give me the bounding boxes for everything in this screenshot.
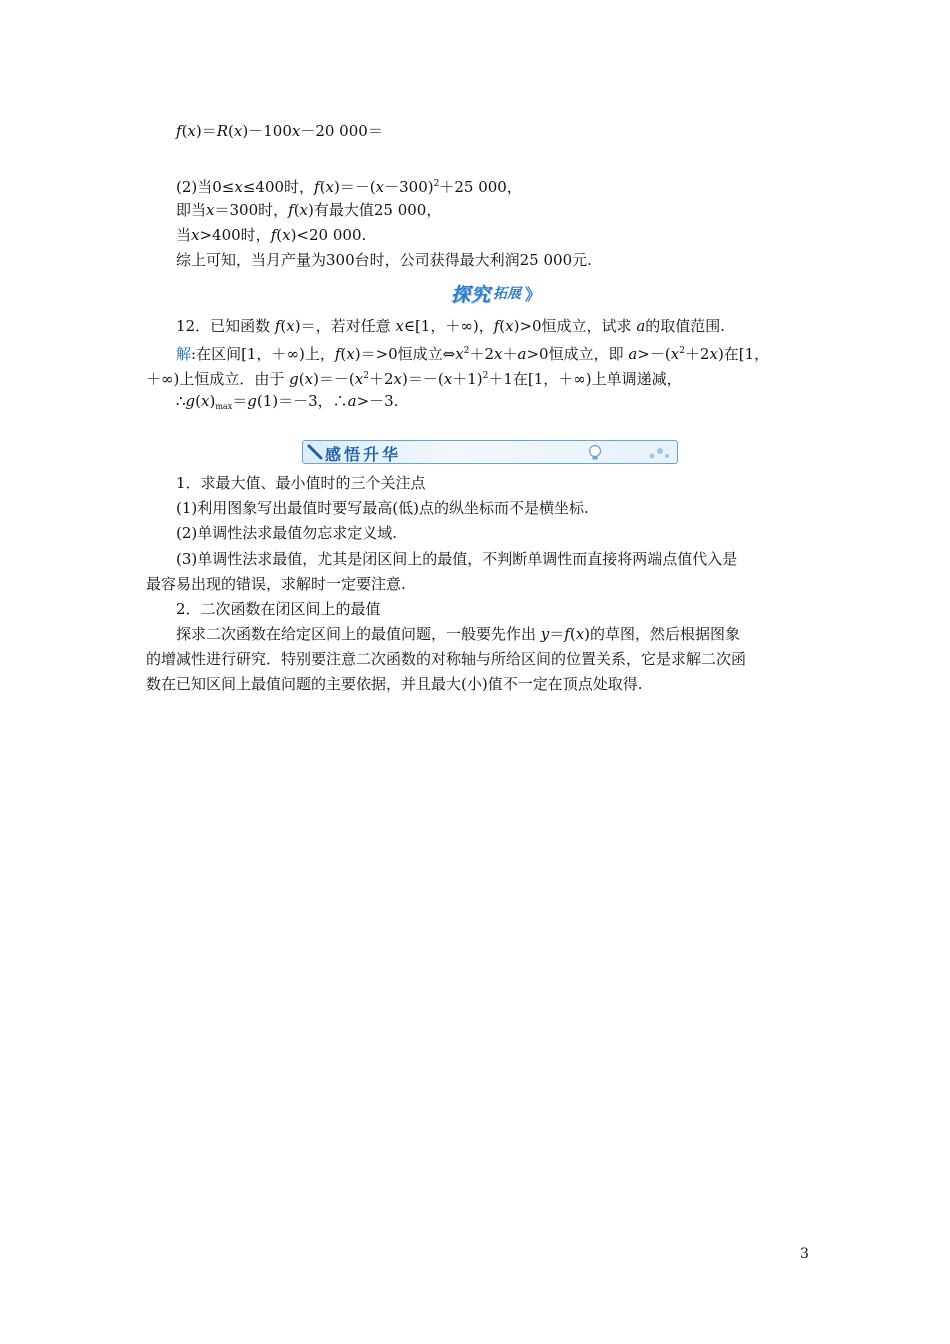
lightbulb-icon bbox=[587, 444, 603, 462]
text: x bbox=[375, 178, 385, 196]
solution-12-line-1 bbox=[176, 341, 769, 364]
solution-label: 解 bbox=[176, 345, 192, 363]
text: ( bbox=[195, 392, 202, 410]
text: ≤400时， bbox=[242, 178, 315, 196]
text: x bbox=[443, 370, 453, 388]
text: ∴ bbox=[176, 392, 186, 410]
text: ＋2 bbox=[684, 345, 710, 363]
explore-banner-subtitle: 拓展 bbox=[493, 286, 521, 302]
text: f bbox=[314, 178, 320, 196]
insight-banner bbox=[302, 440, 678, 464]
insight-paragraph-line-2: 的增减性进行研究．特别要注意二次函数的对称轴与所给区间的位置关系，它是求解二次函 bbox=[146, 650, 747, 668]
text: ( bbox=[293, 201, 300, 219]
eq-text: －20 000＝ bbox=[300, 122, 383, 140]
text: ＝ bbox=[232, 392, 248, 410]
page-number: 3 bbox=[800, 1246, 809, 1262]
superscript: 2 bbox=[463, 346, 470, 356]
solution-12-line-3 bbox=[176, 391, 398, 417]
text: f bbox=[288, 201, 294, 219]
text: x bbox=[354, 370, 364, 388]
insight-point-1: 1．求最大值、最小值时的三个关注点 bbox=[176, 474, 426, 492]
text: x bbox=[395, 317, 404, 335]
text: x bbox=[505, 317, 514, 335]
slash-mark-icon bbox=[307, 444, 323, 460]
text: >－3. bbox=[356, 392, 399, 410]
text: ( bbox=[340, 345, 347, 363]
text: ( bbox=[298, 370, 305, 388]
text: )＝－( bbox=[333, 178, 376, 196]
explore-banner-title: 探究 bbox=[450, 283, 491, 306]
text: )>0恒成立，试求 bbox=[513, 317, 637, 335]
superscript: 2 bbox=[433, 179, 440, 189]
text: (2)当0≤ bbox=[176, 178, 235, 196]
text: ＋∞)上恒成立．由于 bbox=[146, 370, 290, 388]
text: ( bbox=[319, 178, 326, 196]
text: x bbox=[709, 345, 718, 363]
superscript: 2 bbox=[482, 371, 489, 381]
text: :在区间[1，＋∞)上， bbox=[191, 345, 335, 363]
text: x bbox=[346, 345, 355, 363]
superscript: 2 bbox=[363, 371, 369, 381]
text: ＋1) bbox=[452, 370, 483, 388]
eq-text: )＝ bbox=[195, 122, 217, 140]
text: a bbox=[517, 345, 527, 363]
eq-text: x bbox=[187, 122, 196, 140]
insight-point-1-3-cont: 最容易出现的错误，求解时一定要注意. bbox=[146, 575, 406, 593]
text: ＝ bbox=[549, 625, 565, 643]
text: a bbox=[636, 317, 646, 335]
text: 12．已知函数 bbox=[176, 317, 275, 335]
text: x bbox=[393, 370, 402, 388]
text: )在[1， bbox=[717, 345, 770, 363]
solution-line-2 bbox=[176, 174, 522, 197]
eq-text: R bbox=[216, 122, 229, 140]
text: f bbox=[564, 625, 570, 643]
text: ＋2 bbox=[469, 345, 495, 363]
text: ＋2 bbox=[368, 370, 394, 388]
superscript: 2 bbox=[679, 346, 685, 356]
text: )＝，若对任意 bbox=[294, 317, 396, 335]
text: 的取值范围. bbox=[645, 317, 726, 335]
insight-point-1-2: (2)单调性法求最值勿忘求定义域. bbox=[176, 524, 398, 542]
text: a bbox=[628, 345, 638, 363]
text: x bbox=[494, 345, 503, 363]
text: f bbox=[270, 226, 277, 244]
eq-text: )－100 bbox=[242, 122, 292, 140]
insight-paragraph-line-3: 数在已知区间上最值问题的主要依据，并且最大(小)值不一定在顶点处取得. bbox=[146, 675, 643, 693]
text: ∈[1，＋∞)， bbox=[403, 317, 494, 335]
insight-paragraph-line-1 bbox=[176, 624, 740, 644]
solution-line-3 bbox=[176, 200, 441, 220]
text: x bbox=[455, 345, 464, 363]
insight-banner-title: 感悟升华 bbox=[325, 445, 402, 464]
text: x bbox=[206, 201, 215, 219]
problem-12 bbox=[176, 316, 725, 336]
text: 探求二次函数在给定区间上的最值问题，一般要先作出 bbox=[176, 625, 541, 643]
text: )＝－( bbox=[313, 370, 355, 388]
text: ( bbox=[276, 226, 283, 244]
insight-point-2: 2．二次函数在闭区间上的最值 bbox=[176, 600, 381, 618]
text: x bbox=[304, 370, 314, 388]
text: g bbox=[289, 370, 299, 388]
text: －300) bbox=[384, 178, 434, 196]
solution-line-4 bbox=[176, 225, 366, 245]
eq-text: ( bbox=[181, 122, 188, 140]
text: g bbox=[247, 392, 257, 410]
text: )＝>0恒成立⇔ bbox=[354, 345, 456, 363]
text: x bbox=[234, 178, 243, 196]
eq-text: x bbox=[291, 122, 301, 140]
equation-line-1 bbox=[176, 121, 383, 141]
text: )有最大值25 000， bbox=[308, 201, 442, 219]
text: f bbox=[274, 317, 281, 335]
eq-text: x bbox=[233, 122, 243, 140]
text: ) bbox=[209, 392, 216, 410]
text: x bbox=[201, 392, 210, 410]
insight-point-1-1: (1)利用图象写出最值时要写最高(低)点的纵坐标而不是横坐标. bbox=[176, 499, 589, 517]
eq-text: ( bbox=[228, 122, 234, 140]
text: a bbox=[347, 392, 357, 410]
decorative-dots-icon bbox=[647, 445, 673, 461]
text: ＝300时， bbox=[214, 201, 289, 219]
text: x bbox=[282, 226, 291, 244]
text: >0恒成立，即 bbox=[526, 345, 629, 363]
text: ＋ bbox=[502, 345, 518, 363]
text: y bbox=[540, 625, 550, 643]
text: ( bbox=[280, 317, 287, 335]
text: (1)＝－3，∴ bbox=[256, 392, 348, 410]
text: 当 bbox=[176, 226, 192, 244]
explore-banner bbox=[437, 279, 555, 307]
text: f bbox=[493, 317, 500, 335]
eq-text: f bbox=[176, 122, 182, 140]
text: x bbox=[325, 178, 334, 196]
text: )的草图，然后根据图象 bbox=[584, 625, 741, 643]
solution-12-line-2 bbox=[146, 366, 682, 389]
text: 即当 bbox=[176, 201, 207, 219]
text: x bbox=[191, 226, 200, 244]
text: )<20 000. bbox=[290, 226, 367, 244]
text: ＋1在[1，＋∞)上单调递减， bbox=[488, 370, 682, 388]
text: ＋25 000， bbox=[439, 178, 522, 196]
text: x bbox=[299, 201, 309, 219]
text: g bbox=[185, 392, 196, 410]
insight-point-1-3: (3)单调性法求最值，尤其是闭区间上的最值，不判断单调性而直接将两端点值代入是 bbox=[176, 550, 738, 568]
text: >400时， bbox=[199, 226, 271, 244]
text: x bbox=[286, 317, 295, 335]
text: ( bbox=[569, 625, 576, 643]
solution-conclusion: 综上可知，当月产量为300台时，公司获得最大利润25 000元. bbox=[176, 251, 592, 269]
subscript: max bbox=[215, 402, 233, 411]
text: f bbox=[334, 345, 341, 363]
text: ( bbox=[499, 317, 506, 335]
text: x bbox=[575, 625, 585, 643]
text: >－( bbox=[637, 345, 671, 363]
text: x bbox=[670, 345, 680, 363]
double-chevron-icon: 》 bbox=[525, 284, 542, 304]
text: )＝－( bbox=[402, 370, 444, 388]
